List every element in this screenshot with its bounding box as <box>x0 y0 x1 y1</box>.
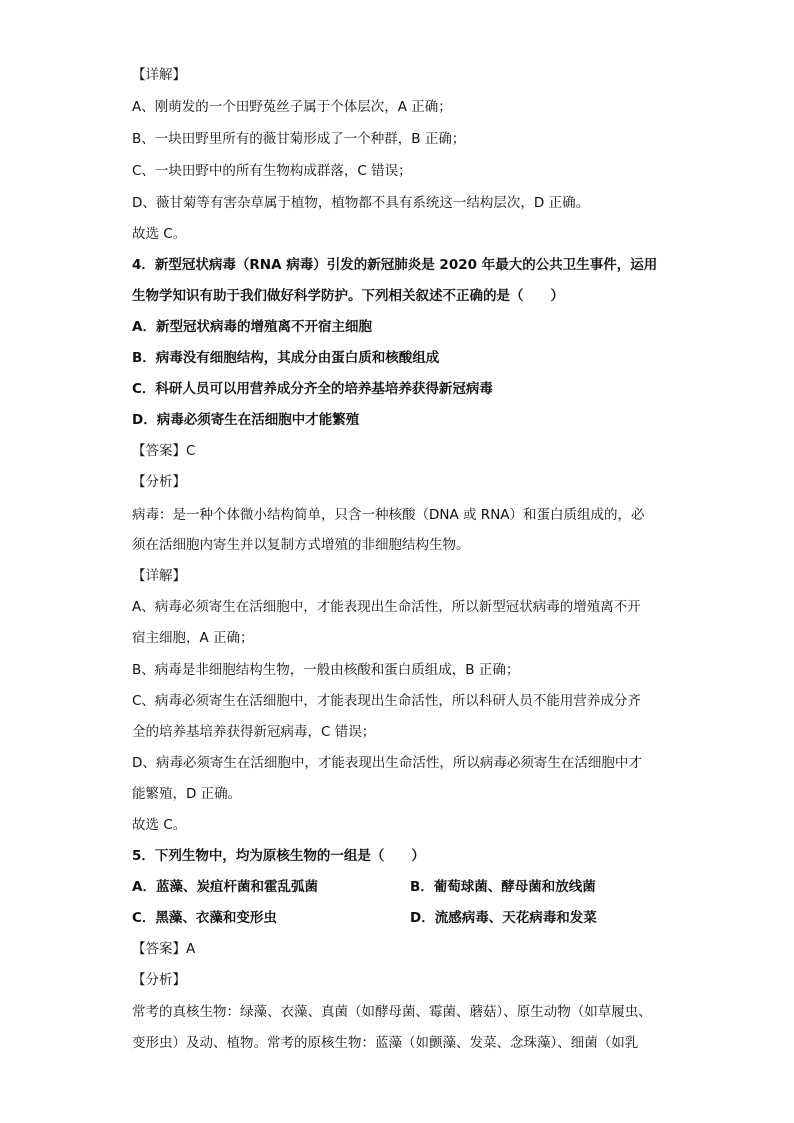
text-line: D、薇甘菊等有害杂草属于植物，植物都不具有系统这一结构层次，D 正确。 <box>132 195 590 211</box>
text-line: A、病毒必须寄生在活细胞中，才能表现出生命活性，所以新型冠状病毒的增殖离不开 <box>132 599 641 615</box>
text-line: 故选 C。 <box>132 817 187 833</box>
text-line: 须在活细胞内寄生并以复制方式增殖的非细胞结构生物。 <box>132 537 470 553</box>
question-5-option-d: D．流感病毒、天花病毒和发菜 <box>410 910 597 926</box>
question-4-option-a: A．新型冠状病毒的增殖离不开宿主细胞 <box>132 319 372 335</box>
text-line: B、病毒是非细胞结构生物，一般由核酸和蛋白质组成，B 正确； <box>132 662 520 678</box>
answer-label: 【答案】C <box>132 443 196 459</box>
detail-heading: 【详解】 <box>132 67 186 83</box>
text-line: C、一块田野中的所有生物构成群落，C 错误； <box>132 163 412 179</box>
question-5-stem: 5．下列生物中，均为原核生物的一组是（ ） <box>132 848 425 864</box>
detail-heading: 【详解】 <box>132 568 186 584</box>
answer-label: 【答案】A <box>132 941 196 957</box>
text-line: A、刚萌发的一个田野菟丝子属于个体层次，A 正确； <box>132 99 452 115</box>
text-line: D、病毒必须寄生在活细胞中，才能表现出生命活性，所以病毒必须寄生在活细胞中才 <box>132 755 642 771</box>
text-line: 常考的真核生物：绿藻、衣藻、真菌（如酵母菌、霉菌、蘑菇）、原生动物（如草履虫、 <box>132 1004 652 1020</box>
text-line: 故选 C。 <box>132 226 187 242</box>
text-line: 能繁殖，D 正确。 <box>132 786 242 802</box>
question-4-option-c: C．科研人员可以用营养成分齐全的培养基培养获得新冠病毒 <box>132 381 493 397</box>
text-line: C、病毒必须寄生在活细胞中，才能表现出生命活性，所以科研人员不能用营养成分齐 <box>132 693 641 709</box>
text-line: 变形虫）及动、植物。常考的原核生物：蓝藻（如颤藻、发菜、念珠藻）、细菌（如乳 <box>132 1035 639 1051</box>
question-5-option-c: C．黑藻、衣藻和变形虫 <box>132 910 277 926</box>
question-4-stem: 生物学知识有助于我们做好科学防护。下列相关叙述不正确的是（ ） <box>132 288 564 304</box>
question-4-option-d: D．病毒必须寄生在活细胞中才能繁殖 <box>132 412 360 428</box>
question-5-option-b: B．葡萄球菌、酵母菌和放线菌 <box>410 879 596 895</box>
question-5-option-a: A．蓝藻、炭疽杆菌和霍乱弧菌 <box>132 879 318 895</box>
question-4-option-b: B．病毒没有细胞结构，其成分由蛋白质和核酸组成 <box>132 350 440 366</box>
analysis-heading: 【分析】 <box>132 474 186 490</box>
analysis-heading: 【分析】 <box>132 972 186 988</box>
question-4-stem: 4．新型冠状病毒（RNA 病毒）引发的新冠肺炎是 2020 年最大的公共卫生事件，运用 <box>132 257 658 273</box>
text-line: 病毒：是一种个体微小结构简单，只含一种核酸（DNA 或 RNA）和蛋白质组成的，必 <box>132 507 645 523</box>
text-line: B、一块田野里所有的薇甘菊形成了一个种群，B 正确； <box>132 131 466 147</box>
text-line: 全的培养基培养获得新冠病毒，C 错误； <box>132 724 376 740</box>
text-line: 宿主细胞，A 正确； <box>132 630 254 646</box>
